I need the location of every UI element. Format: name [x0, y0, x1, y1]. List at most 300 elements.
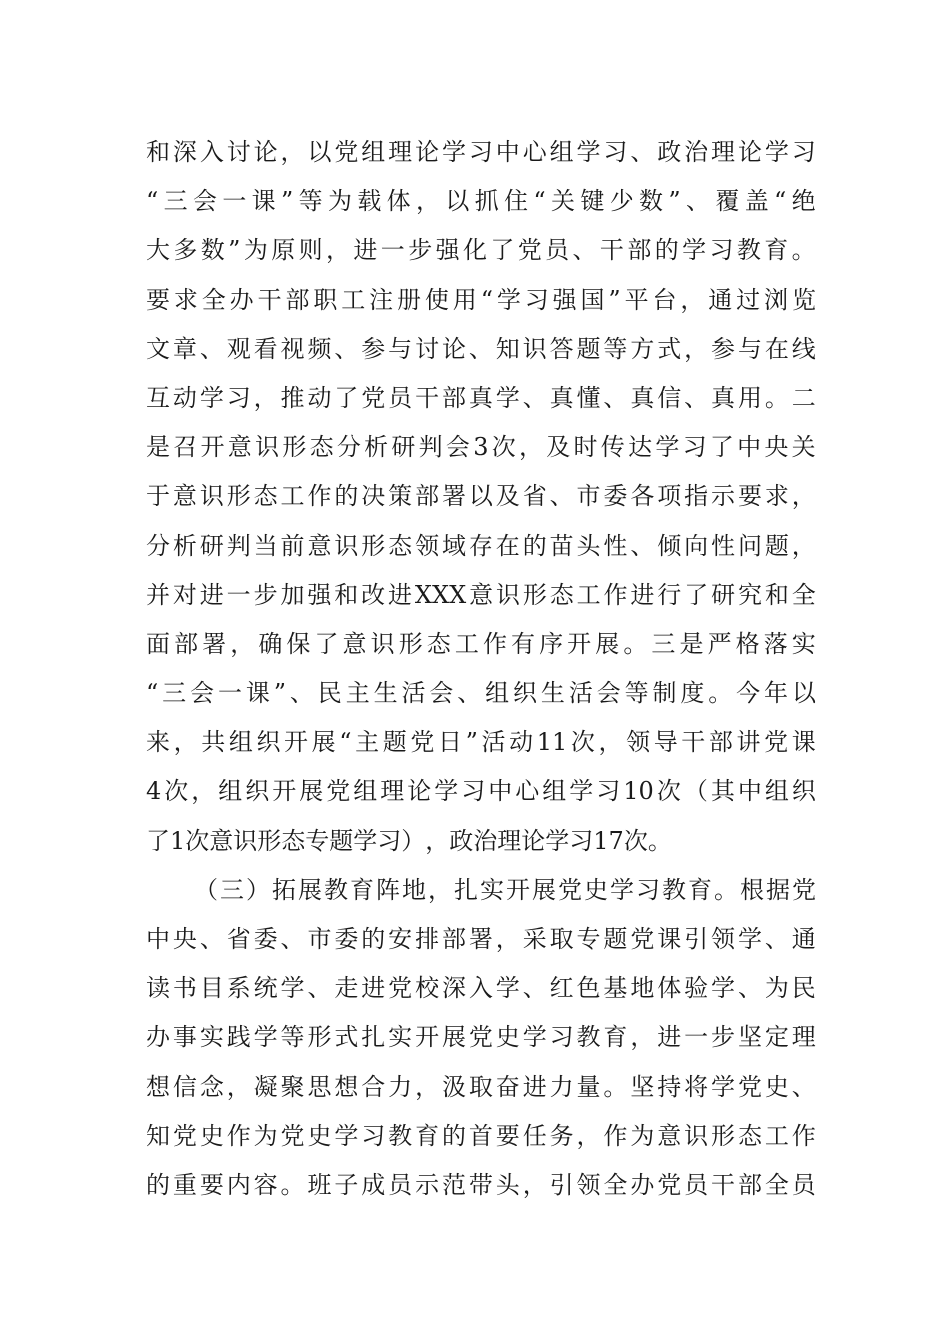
- text-glyph: 其: [710, 777, 735, 806]
- text-glyph: 省: [522, 482, 547, 511]
- text-glyph: 看: [253, 334, 278, 363]
- text-glyph: 方: [630, 334, 655, 363]
- text-glyph: 题: [603, 925, 628, 953]
- text-glyph: 题: [764, 531, 789, 560]
- text-glyph: 干: [599, 236, 624, 265]
- text-glyph: 工: [341, 285, 366, 314]
- text-glyph: 习: [468, 138, 493, 166]
- text-glyph: 信: [657, 383, 682, 412]
- text-glyph: 步: [253, 580, 278, 609]
- text-glyph: 教: [576, 1023, 601, 1052]
- text-glyph: 等: [298, 187, 323, 216]
- text-glyph: 会: [429, 679, 454, 708]
- text-glyph: 阵: [376, 875, 400, 904]
- text-glyph: 了: [684, 580, 709, 609]
- text-glyph: 委: [253, 925, 278, 953]
- text-glyph: 、: [280, 925, 305, 953]
- text-glyph: 要: [495, 1121, 520, 1150]
- text-glyph: 党: [326, 777, 351, 806]
- text-glyph: 及: [495, 482, 520, 511]
- text-glyph: 信: [172, 1072, 197, 1101]
- text-glyph: 分: [336, 433, 361, 462]
- text-glyph: 形: [361, 531, 386, 560]
- text-glyph: 合: [361, 1072, 386, 1101]
- text-glyph: 党: [737, 1072, 762, 1101]
- text-glyph: 态: [426, 629, 451, 658]
- text-glyph: 民: [317, 679, 342, 708]
- text-line: [146, 522, 816, 571]
- text-glyph: 制: [652, 679, 677, 708]
- text-glyph: ，: [519, 433, 543, 462]
- text-glyph: 引: [684, 925, 709, 953]
- text-glyph: 教: [388, 1121, 413, 1150]
- text-glyph: 会: [445, 433, 470, 462]
- text-glyph: 市: [576, 482, 601, 511]
- text-glyph: 日: [437, 728, 462, 757]
- text-glyph: 理: [380, 777, 405, 806]
- text-glyph: 用: [452, 285, 477, 314]
- text-glyph: 干: [681, 728, 706, 757]
- text-glyph: 来: [146, 728, 170, 757]
- text-glyph: 浏: [764, 285, 789, 314]
- text-glyph: 判: [226, 531, 251, 560]
- text-glyph: 奋: [495, 1072, 520, 1101]
- text-glyph: ，: [791, 482, 816, 511]
- text-glyph: 、: [737, 974, 762, 1003]
- text-glyph: 进: [388, 580, 413, 609]
- text-glyph: 3: [473, 433, 489, 462]
- text-glyph: 决: [361, 482, 386, 511]
- text-glyph: 作: [482, 629, 507, 658]
- text-glyph: 开: [200, 433, 225, 462]
- text-glyph: 理: [388, 138, 413, 166]
- text-glyph: 为: [630, 1121, 655, 1150]
- text-glyph: 、: [791, 1072, 816, 1101]
- text-glyph: 文: [146, 334, 170, 363]
- text-glyph: 习: [549, 1023, 574, 1052]
- text-glyph: 汲: [441, 1072, 466, 1101]
- text-glyph: 、: [764, 925, 789, 953]
- text-line: [146, 276, 816, 325]
- text-glyph: 开: [272, 777, 297, 806]
- text-glyph: ，: [576, 1121, 601, 1150]
- text-glyph: 推: [280, 383, 305, 412]
- text-glyph: 。: [623, 629, 648, 658]
- text-glyph: 讲: [736, 728, 761, 757]
- text-glyph: 作: [226, 1121, 251, 1150]
- text-glyph: 真: [711, 383, 736, 412]
- text-glyph: 前: [280, 531, 305, 560]
- text-glyph: 职: [313, 285, 338, 314]
- text-glyph: 学: [353, 826, 378, 855]
- text-glyph: 学: [576, 138, 601, 166]
- text-glyph: 党: [388, 974, 413, 1003]
- text-glyph: 理: [497, 826, 522, 855]
- text-glyph: 和: [146, 138, 170, 166]
- text-glyph: 答: [549, 334, 574, 363]
- text-glyph: 苗: [549, 531, 574, 560]
- text-glyph: 示: [415, 1170, 440, 1199]
- text-glyph: 量: [576, 1072, 601, 1101]
- text-glyph: 国: [580, 285, 605, 314]
- text-glyph: 、: [289, 679, 314, 708]
- text-glyph: 研: [199, 531, 224, 560]
- text-glyph: 习: [596, 777, 621, 806]
- text-glyph: 次: [185, 826, 210, 855]
- text-glyph: ，: [680, 285, 705, 314]
- text-glyph: 实: [199, 1023, 224, 1052]
- text-glyph: ，: [416, 187, 440, 216]
- text-glyph: 频: [307, 334, 332, 363]
- text-glyph: 指: [684, 482, 709, 511]
- text-glyph: 读: [146, 974, 170, 1003]
- text-glyph: 入: [468, 974, 493, 1003]
- text-line: [146, 620, 816, 669]
- text-glyph: 工: [764, 1121, 789, 1150]
- text-glyph: 的: [361, 925, 386, 953]
- text-glyph: 育: [415, 1121, 440, 1150]
- text-glyph: ，: [226, 1072, 251, 1101]
- text-glyph: 活: [481, 728, 506, 757]
- text-glyph: 子: [334, 1170, 359, 1199]
- text-glyph: 组: [361, 138, 386, 166]
- text-glyph: 扎: [454, 875, 478, 904]
- text-glyph: 会: [190, 679, 215, 708]
- text-glyph: 究: [737, 580, 762, 609]
- text-glyph: 传: [600, 433, 625, 462]
- text-line: [146, 1161, 816, 1210]
- text-glyph: ）: [246, 875, 270, 904]
- text-glyph: 史: [495, 1023, 520, 1052]
- text-glyph: 等: [603, 334, 628, 363]
- text-glyph: 中: [737, 433, 762, 462]
- text-glyph: 展: [311, 728, 336, 757]
- text-glyph: 形: [398, 629, 423, 658]
- text-glyph: 题: [329, 826, 354, 855]
- text-glyph: 。: [791, 236, 816, 265]
- text-glyph: 在: [495, 531, 520, 560]
- text-glyph: ”: [465, 728, 478, 757]
- text-glyph: 地: [630, 974, 655, 1003]
- text-glyph: 观: [226, 334, 251, 363]
- text-glyph: 拓: [272, 875, 296, 904]
- text-glyph: 学: [495, 974, 520, 1003]
- text-glyph: 析: [364, 433, 389, 462]
- text-glyph: ，: [425, 826, 450, 855]
- text-glyph: 体: [657, 974, 682, 1003]
- text-glyph: 全: [791, 580, 816, 609]
- text-line: [146, 1013, 816, 1062]
- text-glyph: 主: [355, 728, 380, 757]
- text-glyph: 年: [764, 679, 789, 708]
- text-glyph: “: [339, 728, 352, 757]
- text-glyph: 专: [305, 826, 330, 855]
- text-glyph: 力: [388, 1072, 413, 1101]
- text-glyph: 用: [737, 383, 762, 412]
- text-glyph: 览: [791, 285, 816, 314]
- text-glyph: 部: [627, 236, 652, 265]
- text-glyph: 党: [657, 1170, 682, 1199]
- text-line: [146, 915, 816, 964]
- text-glyph: ”: [281, 187, 294, 216]
- text-glyph: 、: [307, 974, 332, 1003]
- text-glyph: 进: [630, 580, 655, 609]
- text-glyph: 学: [495, 383, 520, 412]
- text-glyph: 向: [684, 531, 709, 560]
- text-glyph: 党: [558, 875, 582, 904]
- text-glyph: 中: [488, 777, 513, 806]
- text-glyph: 全: [603, 1170, 628, 1199]
- text-glyph: 践: [226, 1023, 251, 1052]
- text-line: [146, 374, 816, 423]
- text-glyph: 参: [711, 334, 736, 363]
- text-glyph: 安: [388, 925, 413, 953]
- text-glyph: 分: [146, 531, 170, 560]
- text-glyph: “: [774, 187, 787, 216]
- text-glyph: 学: [253, 1023, 278, 1052]
- text-glyph: 步: [408, 236, 433, 265]
- text-glyph: 学: [655, 433, 680, 462]
- text-line: [146, 472, 816, 521]
- text-glyph: ，: [230, 629, 255, 658]
- text-glyph: 讨: [415, 334, 440, 363]
- text-glyph: 部: [708, 728, 733, 757]
- text-glyph: 严: [707, 629, 732, 658]
- text-glyph: 开: [284, 728, 309, 757]
- text-glyph: 想: [334, 1072, 359, 1101]
- text-glyph: 进: [522, 1072, 547, 1101]
- text-glyph: 参: [361, 334, 386, 363]
- text-glyph: 扎: [361, 1023, 386, 1052]
- text-glyph: 基: [603, 974, 628, 1003]
- text-glyph: 心: [522, 138, 547, 166]
- text-glyph: 带: [468, 1170, 493, 1199]
- text-glyph: 校: [415, 974, 440, 1003]
- text-glyph: 态: [309, 433, 334, 462]
- text-glyph: 育: [688, 875, 712, 904]
- text-glyph: 思: [307, 1072, 332, 1101]
- text-glyph: 生: [540, 679, 565, 708]
- text-glyph: 次: [491, 433, 516, 462]
- text-glyph: 并: [146, 580, 170, 609]
- text-glyph: 了: [146, 826, 170, 855]
- text-glyph: 采: [522, 925, 547, 953]
- text-glyph: 求: [173, 285, 198, 314]
- text-glyph: 党: [517, 236, 542, 265]
- text-glyph: 验: [684, 974, 709, 1003]
- text-glyph: 识: [522, 334, 547, 363]
- text-glyph: 开: [415, 1023, 440, 1052]
- text-glyph: 学: [711, 1072, 736, 1101]
- text-glyph: 意: [342, 629, 367, 658]
- text-glyph: 开: [506, 875, 530, 904]
- text-glyph: 想: [146, 1072, 170, 1101]
- text-glyph: 党: [468, 1023, 493, 1052]
- text-glyph: 4: [146, 777, 162, 806]
- text-line: [146, 866, 816, 915]
- text-glyph: 对: [172, 580, 197, 609]
- text-glyph: 实: [480, 875, 504, 904]
- text-glyph: 主: [345, 679, 370, 708]
- text-glyph: 部: [285, 285, 310, 314]
- text-glyph: 习: [636, 875, 660, 904]
- text-glyph: 化: [462, 236, 487, 265]
- text-glyph: 组: [218, 777, 243, 806]
- text-glyph: 。: [714, 875, 738, 904]
- text-glyph: 中: [495, 138, 520, 166]
- text-glyph: 作: [603, 580, 628, 609]
- text-glyph: ，: [598, 728, 623, 757]
- text-glyph: 党: [792, 875, 816, 904]
- text-glyph: 排: [415, 925, 440, 953]
- text-glyph: 展: [532, 875, 556, 904]
- text-glyph: 部: [441, 925, 466, 953]
- text-glyph: 进: [361, 974, 386, 1003]
- text-glyph: 论: [407, 777, 432, 806]
- text-glyph: 重: [172, 1170, 197, 1199]
- text-glyph: 强: [552, 285, 577, 314]
- text-glyph: 三: [162, 679, 187, 708]
- text-glyph: 存: [468, 531, 493, 560]
- text-glyph: 示: [711, 482, 736, 511]
- text-glyph: 识: [684, 1121, 709, 1150]
- text-glyph: 。: [764, 383, 789, 412]
- text-glyph: 教: [324, 875, 348, 904]
- text-glyph: 于: [146, 482, 170, 511]
- text-glyph: 视: [280, 334, 305, 363]
- text-glyph: 式: [657, 334, 682, 363]
- text-glyph: 央: [764, 433, 789, 462]
- text-glyph: 使: [424, 285, 449, 314]
- text-glyph: 习: [461, 777, 486, 806]
- text-glyph: 三: [651, 629, 676, 658]
- text-glyph: 是: [146, 433, 170, 462]
- text-glyph: 部: [174, 629, 199, 658]
- text-glyph: 各: [630, 482, 655, 511]
- text-glyph: 走: [334, 974, 359, 1003]
- text-glyph: ”: [668, 187, 681, 216]
- text-glyph: ）: [401, 826, 426, 855]
- text-glyph: 专: [576, 925, 601, 953]
- text-glyph: 、: [630, 138, 655, 166]
- text-glyph: 要: [199, 1170, 224, 1199]
- text-glyph: 的: [522, 531, 547, 560]
- text-line: [146, 718, 816, 767]
- text-glyph: 、: [603, 383, 628, 412]
- text-glyph: 一: [222, 187, 247, 216]
- text-glyph: 形: [522, 580, 547, 609]
- text-glyph: 知: [495, 334, 520, 363]
- text-glyph: 册: [397, 285, 422, 314]
- text-glyph: 、: [334, 334, 359, 363]
- text-glyph: 1: [170, 826, 186, 855]
- text-glyph: 实: [791, 629, 816, 658]
- text-glyph: 入: [199, 138, 224, 166]
- text-glyph: 工: [454, 629, 479, 658]
- text-glyph: 识: [334, 531, 359, 560]
- text-glyph: 署: [202, 629, 227, 658]
- text-glyph: ”: [228, 236, 241, 265]
- text-glyph: 了: [709, 433, 734, 462]
- text-glyph: 坚: [630, 1072, 655, 1101]
- text-glyph: 形: [226, 482, 251, 511]
- text-glyph: 部: [415, 482, 440, 511]
- text-glyph: 理: [791, 1023, 816, 1052]
- text-glyph: ，: [173, 728, 198, 757]
- text-glyph: 进: [199, 580, 224, 609]
- text-glyph: 关: [551, 187, 575, 216]
- text-glyph: ，: [428, 875, 452, 904]
- text-glyph: 性: [603, 531, 628, 560]
- text-glyph: 策: [388, 482, 413, 511]
- text-glyph: 保: [286, 629, 311, 658]
- text-glyph: 坚: [737, 1023, 762, 1052]
- text-glyph: 学: [737, 925, 762, 953]
- text-glyph: 台: [652, 285, 677, 314]
- text-glyph: ，: [522, 1170, 547, 1199]
- text-glyph: 项: [657, 482, 682, 511]
- text-glyph: 取: [468, 1072, 493, 1101]
- text-glyph: 形: [307, 1023, 332, 1052]
- text-glyph: 析: [172, 531, 197, 560]
- text-glyph: 态: [388, 531, 413, 560]
- text-glyph: 工: [576, 580, 601, 609]
- text-glyph: 改: [361, 580, 386, 609]
- text-glyph: 部: [441, 383, 466, 412]
- text-glyph: 的: [654, 236, 679, 265]
- text-glyph: 为: [327, 187, 352, 216]
- text-glyph: 头: [495, 1170, 520, 1199]
- text-glyph: 态: [253, 482, 278, 511]
- text-line: [146, 1063, 816, 1112]
- text-glyph: 学: [199, 383, 224, 412]
- text-glyph: 动: [509, 728, 534, 757]
- text-glyph: 色: [576, 974, 601, 1003]
- text-glyph: 以: [307, 138, 332, 166]
- text-glyph: 学: [682, 236, 707, 265]
- text-glyph: 面: [146, 629, 170, 658]
- text-glyph: 及: [546, 433, 571, 462]
- text-glyph: ”: [608, 285, 621, 314]
- text-glyph: 员: [388, 1170, 413, 1199]
- text-glyph: 全: [201, 285, 226, 314]
- text-glyph: 确: [258, 629, 283, 658]
- text-glyph: 习: [791, 138, 816, 166]
- text-glyph: 定: [764, 1023, 789, 1052]
- text-glyph: （: [683, 777, 708, 806]
- text-glyph: 课: [245, 679, 270, 708]
- text-line: [146, 128, 816, 177]
- text-glyph: 一: [380, 236, 405, 265]
- text-glyph: “: [146, 679, 159, 708]
- text-glyph: 识: [233, 826, 258, 855]
- text-glyph: 习: [226, 383, 251, 412]
- text-glyph: 、: [199, 925, 224, 953]
- text-glyph: 全: [764, 1170, 789, 1199]
- text-glyph: 学: [569, 777, 594, 806]
- text-glyph: 意: [469, 580, 494, 609]
- text-glyph: 学: [434, 777, 459, 806]
- text-glyph: 组: [549, 138, 574, 166]
- text-glyph: 织: [245, 777, 270, 806]
- text-glyph: 了: [490, 236, 515, 265]
- text-glyph: ，: [191, 777, 216, 806]
- text-glyph: XXX: [414, 580, 467, 609]
- text-glyph: 、: [549, 482, 574, 511]
- text-glyph: 实: [388, 1023, 413, 1052]
- text-glyph: 党: [334, 138, 359, 166]
- text-glyph: 原: [271, 236, 296, 265]
